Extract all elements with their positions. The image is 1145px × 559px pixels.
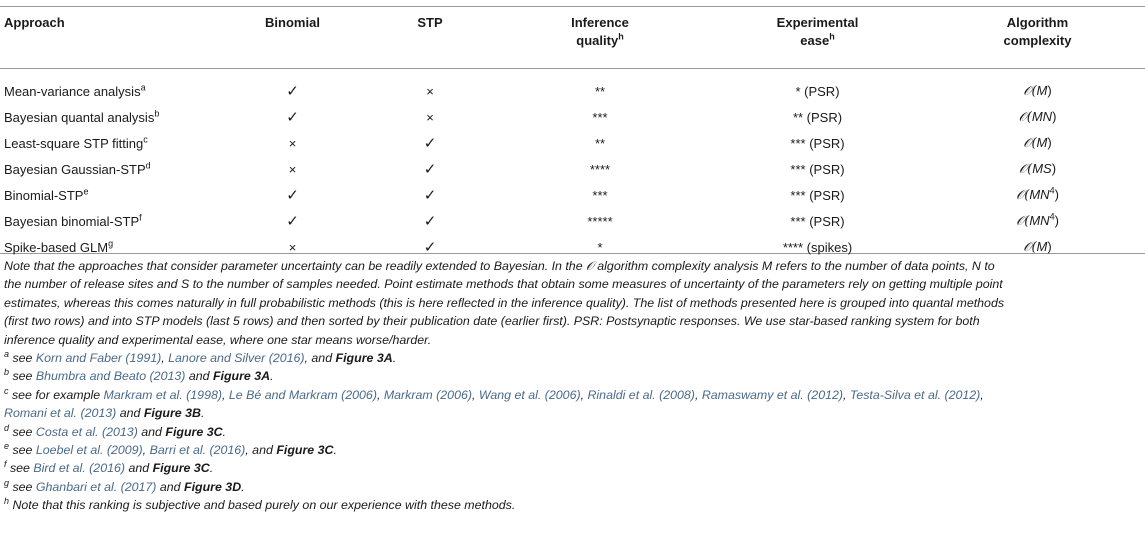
ease-cell: *** (PSR)	[790, 161, 845, 177]
header-inference-quality: Inference quality$^h$	[571, 15, 629, 48]
reference-link[interactable]: Korn and Faber (1991)	[35, 351, 162, 366]
quality-cell: ***	[592, 187, 608, 203]
approach-cell: Bayesian Gaussian-STP$^d$	[4, 160, 151, 177]
reference-link[interactable]: Bird et al. (2016)	[33, 461, 125, 476]
header-stp: STP	[417, 15, 443, 30]
stp-cell: ×	[426, 83, 434, 99]
approach-cell: Least-square STP fitting$^c$	[4, 134, 148, 151]
reference-link[interactable]: Bhumbra and Beato (2013)	[35, 369, 186, 384]
binomial-cell: ×	[288, 135, 297, 151]
footnote-d: $^d$ see Costa et al. (2013) and Figure 3C.	[4, 422, 226, 439]
stp-cell: ×	[426, 109, 434, 125]
footnote-e: $^e$ see Loebel et al. (2009), Barri et al. (2016), and Figure 3C.	[4, 440, 337, 458]
quality-cell: *	[597, 239, 603, 255]
reference-link[interactable]: Loebel et al. (2009)	[35, 443, 143, 458]
stp-cell: ✓	[423, 213, 437, 230]
reference-link[interactable]: Lanore and Silver (2016)	[168, 351, 305, 366]
binomial-cell: ×	[288, 161, 297, 177]
note-line: estimates, whereas this comes naturally in full probabilistic methods (this is here reflected in the inference quality). The list of methods presented here is grouped into quantal methods	[4, 295, 1005, 310]
comparison-table	[0, 6, 1145, 260]
table-row	[0, 70, 1145, 104]
reference-link[interactable]: Le Bé and Markram (2006)	[228, 387, 377, 402]
figure-link[interactable]: Figure 3C	[152, 461, 210, 476]
footnote-h: $^h$ Note that this ranking is subjective and based purely on our experience with these methods.	[4, 496, 516, 513]
header-experimental-ease: Experimental ease$^h$	[776, 15, 859, 48]
approach-cell: Bayesian binomial-STP$^f$	[4, 212, 142, 229]
reference-link[interactable]: Testa-Silva et al. (2012)	[849, 387, 981, 402]
ease-cell: *** (PSR)	[790, 135, 845, 151]
table-header-row	[0, 6, 1145, 70]
complexity-cell: 𝒪(MS)	[1018, 161, 1057, 177]
stp-cell: ✓	[423, 239, 437, 256]
figure-link[interactable]: Figure 3B	[143, 406, 201, 421]
table-row	[0, 130, 1145, 156]
footnote-g: $^g$ see Ghanbari et al. (2017) and Figure 3D.	[4, 477, 245, 494]
complexity-cell: 𝒪(M)	[1023, 83, 1052, 99]
binomial-cell: ✓	[286, 109, 299, 126]
footnote-a: $^a$ see Korn and Faber (1991), Lanore and Silver (2016), and Figure 3A.	[4, 348, 397, 366]
note-line: the number of release sites and S to the number of samples needed. Point estimate methods that obtain some measures of uncertainty of the parameters rely on getting multiple point	[4, 277, 1003, 292]
figure-link[interactable]: Figure 3A	[212, 369, 271, 384]
reference-link[interactable]: Rinaldi et al. (2008)	[587, 387, 695, 402]
approach-cell: Spike-based GLM$^g$	[4, 238, 114, 255]
approach-cell: Bayesian quantal analysis$^b$	[4, 108, 160, 125]
ease-cell: **** (spikes)	[782, 239, 853, 255]
reference-link[interactable]: Costa et al. (2013)	[35, 424, 138, 439]
figure-link[interactable]: Figure 3C	[276, 443, 334, 458]
stp-cell: ✓	[423, 187, 437, 204]
footnote-c-cont: Romani et al. (2013) and Figure 3B.	[4, 406, 205, 421]
quality-cell: **	[594, 83, 606, 99]
quality-cell: *****	[587, 213, 613, 229]
ease-cell: ** (PSR)	[792, 109, 843, 125]
complexity-cell: 𝒪(MN)	[1018, 109, 1057, 125]
note-line: (first two rows) and into STP models (last 5 rows) and then sorted by their publication date (earlier first). PSR: Postsynaptic responses. We use star-based ranking system for both	[4, 314, 980, 329]
stp-cell: ✓	[423, 161, 437, 178]
header-binomial: Binomial	[265, 15, 320, 30]
stp-cell: ✓	[423, 135, 437, 152]
reference-link[interactable]: Markram (2006)	[383, 387, 472, 402]
binomial-cell: ×	[288, 239, 297, 255]
table-row	[0, 104, 1145, 130]
header-approach: Approach	[4, 15, 65, 30]
ease-cell: *** (PSR)	[790, 187, 845, 203]
table-row	[0, 156, 1145, 182]
figure-link[interactable]: Figure 3C	[165, 424, 223, 439]
figure-link[interactable]: Figure 3A	[335, 351, 393, 366]
footnote-b: $^b$ see Bhumbra and Beato (2013) and Figure 3A.	[4, 367, 274, 384]
table-row	[0, 208, 1145, 234]
binomial-cell: ✓	[286, 83, 299, 100]
ease-cell: *** (PSR)	[790, 213, 845, 229]
approach-cell: Binomial-STP$^e$	[4, 186, 89, 203]
table-row	[0, 182, 1145, 208]
footnote-f: $^f$ see Bird et al. (2016) and Figure 3C.	[4, 459, 214, 476]
header-algorithm-complexity: Algorithm complexity	[1003, 15, 1072, 48]
note-line: Note that the approaches that consider parameter uncertainty can be readily extended to Bayesian. In the 𝒪 algorithm complexity analysis M refers to the number of data points, N to	[4, 259, 995, 273]
reference-link[interactable]: Romani et al. (2013)	[4, 406, 117, 421]
figure-link[interactable]: Figure 3D	[184, 479, 242, 494]
complexity-cell: $𝒪(MN^4)$	[1016, 211, 1059, 229]
reference-link[interactable]: Ramaswamy et al. (2012)	[701, 387, 843, 402]
complexity-cell: 𝒪(M)	[1023, 239, 1052, 255]
table-notes	[4, 257, 1141, 515]
reference-link[interactable]: Wang et al. (2006)	[478, 387, 581, 402]
quality-cell: **	[594, 135, 606, 151]
quality-cell: ***	[592, 109, 608, 125]
complexity-cell: $𝒪(MN^4)$	[1016, 185, 1059, 203]
reference-link[interactable]: Barri et al. (2016)	[149, 443, 246, 458]
note-line: inference quality and experimental ease, where one star means worse/harder.	[4, 332, 432, 347]
footnote-c: $^c$ see for example Markram et al. (1998), Le Bé and Markram (2006), Markram (2006), Wang et al. (2006), Rinaldi et al. (2008), Ramaswamy et al. (2012), Testa-Silva et al. (2012),	[4, 385, 984, 402]
binomial-cell: ✓	[286, 187, 299, 204]
approach-cell: Mean-variance analysis$^a$	[4, 82, 146, 99]
complexity-cell: 𝒪(M)	[1023, 135, 1052, 151]
ease-cell: * (PSR)	[795, 83, 840, 99]
reference-link[interactable]: Markram et al. (1998)	[103, 387, 222, 402]
binomial-cell: ✓	[286, 213, 299, 230]
reference-link[interactable]: Ghanbari et al. (2017)	[35, 479, 157, 494]
quality-cell: ****	[589, 161, 611, 177]
